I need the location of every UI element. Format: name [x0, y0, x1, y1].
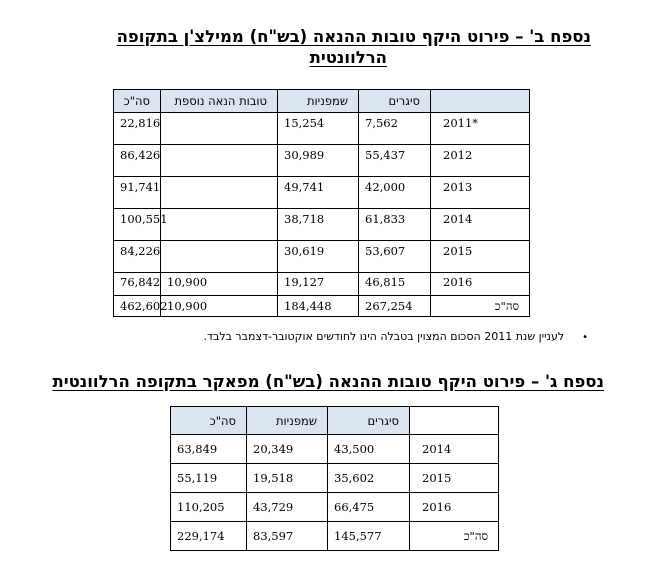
appendix-b-table: [113, 89, 530, 317]
cell-cigars: 66,475: [328, 493, 410, 522]
header-year: [410, 407, 499, 435]
cell-year: 2016: [431, 273, 530, 296]
cell-extra-benefit: [161, 145, 278, 177]
cell-cigars: 42,000: [359, 177, 431, 209]
appendix-g-title: נספח ג' – פירוט היקף טובות ההנאה (בש"ח) מפאקר בתקופה הרלוונטית: [52, 372, 604, 391]
cell-cigars: 35,602: [328, 464, 410, 493]
cell-champagne: 30,989: [278, 145, 359, 177]
cell-champagne: 15,254: [278, 113, 359, 145]
cell-total: 100,551: [114, 209, 161, 241]
cell-total: 110,205: [171, 493, 247, 522]
cell-extra-benefit: 10,900: [161, 296, 278, 317]
cell-champagne: 83,597: [247, 522, 328, 551]
cell-champagne: 184,448: [278, 296, 359, 317]
cell-year: 2015: [431, 241, 530, 273]
table-row: [114, 145, 530, 177]
footnote-text: לעניין שנת 2011 הסכום המצוין בטבלה הינו לחודשים אוקטובר-דצמבר בלבד.: [203, 330, 565, 343]
cell-year: 2012: [431, 145, 530, 177]
cell-year: 2015: [410, 464, 499, 493]
cell-total-label: סה"כ: [410, 522, 499, 551]
cell-champagne: 20,349: [247, 435, 328, 464]
cell-extra-benefit: [161, 209, 278, 241]
cell-extra-benefit: [161, 177, 278, 209]
cell-cigars: 46,815: [359, 273, 431, 296]
cell-champagne: 49,741: [278, 177, 359, 209]
cell-total-label: סה"כ: [431, 296, 530, 317]
appendix-b-title-line1: נספח ב' – פירוט היקף טובות ההנאה (בש"ח) ממילצ'ן בתקופה: [116, 27, 591, 46]
table-row: [114, 209, 530, 241]
cell-champagne: 43,729: [247, 493, 328, 522]
cell-total: 22,816: [114, 113, 161, 145]
appendix-g-table: [170, 406, 499, 551]
table-row: [114, 113, 530, 145]
footnote: [203, 330, 588, 343]
cell-extra-benefit: [161, 113, 278, 145]
header-cigars: סיגרים: [359, 90, 431, 113]
cell-year: 2013: [431, 177, 530, 209]
table-header-row: [114, 90, 530, 113]
table-row: [114, 241, 530, 273]
cell-total: 55,119: [171, 464, 247, 493]
cell-year: 2014: [431, 209, 530, 241]
header-total: סה"כ: [171, 407, 247, 435]
table-row: [114, 177, 530, 209]
cell-cigars: 61,833: [359, 209, 431, 241]
cell-total: 76,842: [114, 273, 161, 296]
header-extra-benefit: טובות הנאה נוספת: [161, 90, 278, 113]
table-row: [114, 273, 530, 296]
cell-total: 63,849: [171, 435, 247, 464]
cell-total: 462,602: [114, 296, 161, 317]
cell-cigars: 7,562: [359, 113, 431, 145]
cell-year: 2016: [410, 493, 499, 522]
cell-year: 2014: [410, 435, 499, 464]
header-total: סה"כ: [114, 90, 161, 113]
cell-champagne: 38,718: [278, 209, 359, 241]
cell-extra-benefit: 10,900: [161, 273, 278, 296]
cell-cigars: 53,607: [359, 241, 431, 273]
cell-champagne: 19,518: [247, 464, 328, 493]
cell-cigars: 145,577: [328, 522, 410, 551]
table-total-row: [114, 296, 530, 317]
cell-cigars: 55,437: [359, 145, 431, 177]
cell-total: 86,426: [114, 145, 161, 177]
appendix-b-title-line2: הרלוונטית: [309, 48, 387, 67]
table-header-row: [171, 407, 499, 435]
cell-cigars: 267,254: [359, 296, 431, 317]
header-cigars: סיגרים: [328, 407, 410, 435]
header-champagne: שמפניות: [247, 407, 328, 435]
cell-extra-benefit: [161, 241, 278, 273]
cell-year: 2011*: [431, 113, 530, 145]
header-champagne: שמפניות: [278, 90, 359, 113]
cell-champagne: 30,619: [278, 241, 359, 273]
table-row: [171, 493, 499, 522]
cell-champagne: 19,127: [278, 273, 359, 296]
bullet-icon: •: [582, 332, 588, 343]
table-row: [171, 435, 499, 464]
header-year: [431, 90, 530, 113]
cell-total: 229,174: [171, 522, 247, 551]
table-row: [171, 464, 499, 493]
table-total-row: [171, 522, 499, 551]
cell-total: 84,226: [114, 241, 161, 273]
cell-cigars: 43,500: [328, 435, 410, 464]
cell-total: 91,741: [114, 177, 161, 209]
